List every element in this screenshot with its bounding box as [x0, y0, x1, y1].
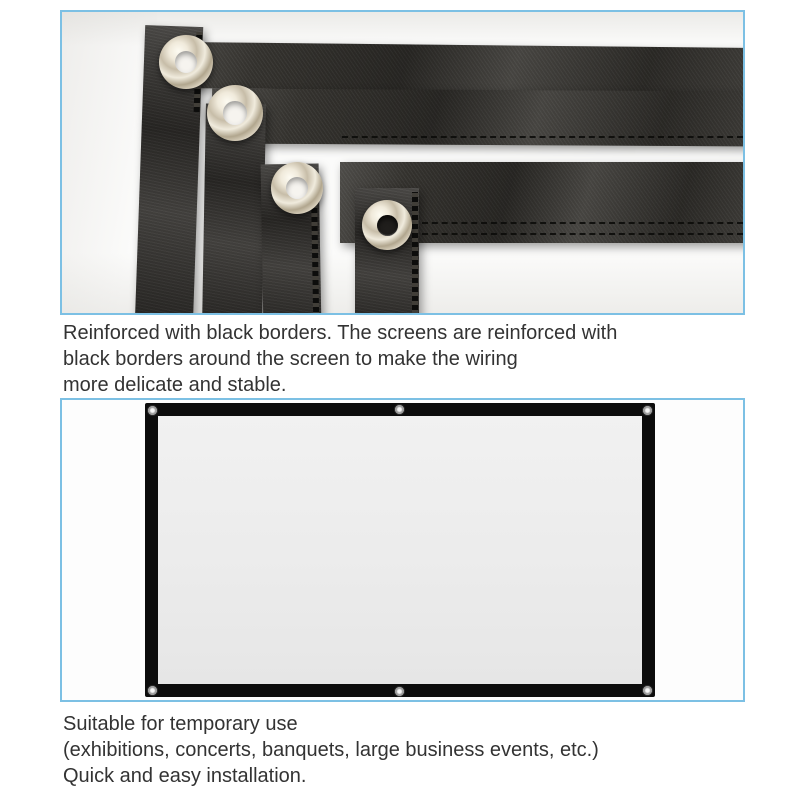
caption-line: (exhibitions, concerts, banquets, large business events, etc.): [63, 739, 599, 761]
screen-illustration-panel: [60, 398, 745, 702]
caption-line: more delicate and stable.: [63, 374, 287, 396]
grommet-eyelet-icon: [207, 85, 263, 141]
braided-edge: [412, 192, 418, 315]
screen-eyelet-icon: [148, 406, 157, 415]
stitch-line: [422, 222, 743, 224]
grommet-hole: [175, 51, 198, 74]
screen-eyelet-icon: [395, 687, 404, 696]
caption-suitable: [63, 711, 599, 789]
screen-eyelet-icon: [148, 686, 157, 695]
caption-line: Quick and easy installation.: [63, 765, 307, 787]
grommet-eyelet-icon: [271, 162, 323, 214]
stitch-line: [342, 136, 743, 138]
grommets-photo: [60, 10, 745, 315]
grommet-eyelet-icon: [159, 35, 213, 89]
screen-surface: [158, 416, 642, 684]
screen-black-frame: [145, 403, 655, 697]
grommet-hole: [223, 101, 247, 125]
grommet-hole: [286, 177, 308, 199]
caption-line: black borders around the screen to make the wiring: [63, 348, 518, 370]
caption-reinforced: [63, 320, 617, 398]
caption-line: Reinforced with black borders. The screens are reinforced with: [63, 322, 618, 344]
caption-line: Suitable for temporary use: [63, 713, 298, 735]
screen-eyelet-icon: [643, 686, 652, 695]
grommet-eyelet-icon: [362, 200, 412, 250]
screen-eyelet-icon: [395, 405, 404, 414]
grommet-hole: [377, 215, 398, 236]
stitch-line: [422, 233, 743, 235]
fabric-strip-horizontal-1: [165, 42, 745, 94]
screen-eyelet-icon: [643, 406, 652, 415]
